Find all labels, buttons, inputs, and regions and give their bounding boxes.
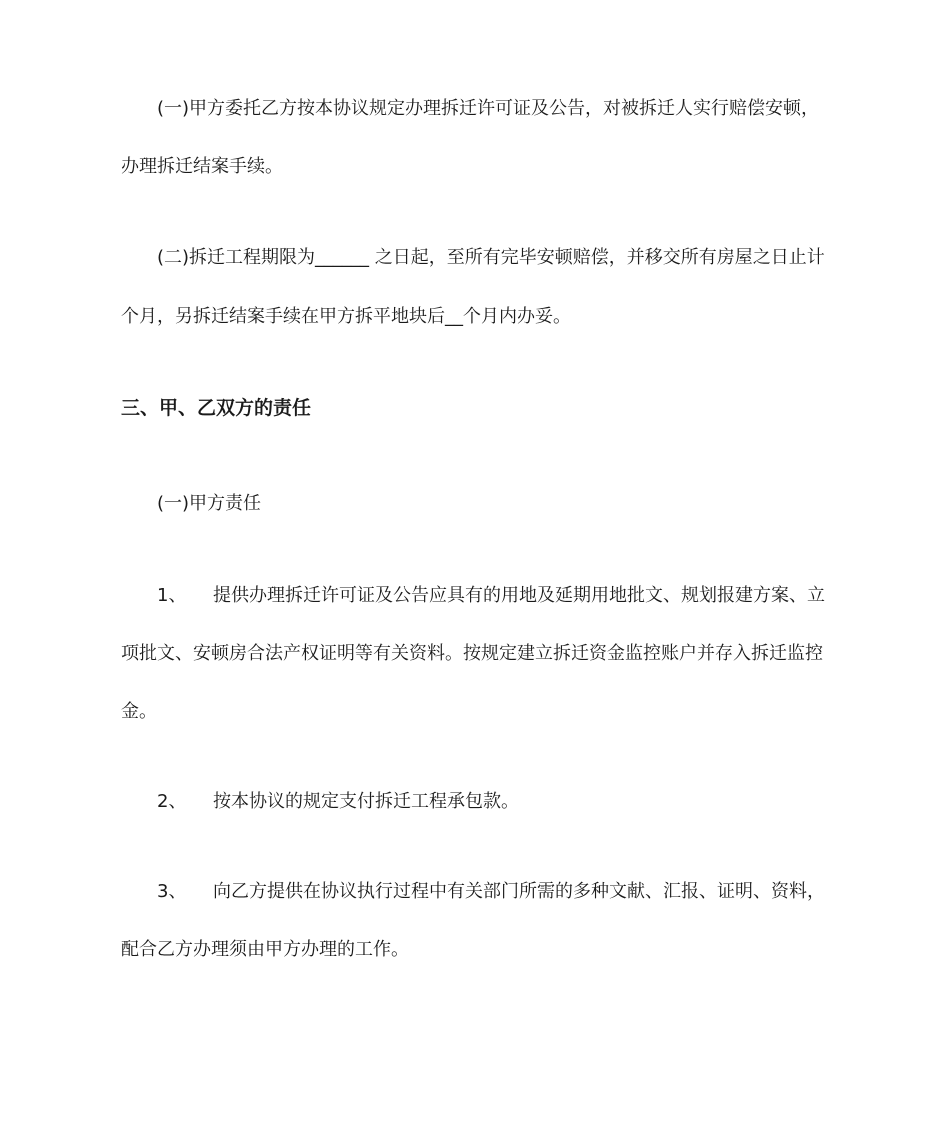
list-item-line: 金。	[121, 701, 157, 722]
paragraph-line: (二)拆迁工程期限为______ 之日起，至所有完毕安顿赔偿，并移交所有房屋之日止计	[157, 247, 825, 268]
paragraph-line: 办理拆迁结案手续。	[121, 156, 283, 177]
list-item-line: 项批文、安顿房合法产权证明等有关资料。按规定建立拆迁资金监控账户并存入拆迁监控	[121, 643, 823, 664]
paragraph-line: (一)甲方委托乙方按本协议规定办理拆迁许可证及公告，对被拆迁人实行赔偿安顿，	[157, 98, 820, 119]
list-item-line	[157, 880, 825, 904]
list-item-text: 提供办理拆迁许可证及公告应具有的用地及延期用地批文、规划报建方案、立	[213, 585, 825, 606]
list-item-number: 1、	[157, 585, 187, 606]
list-item-number: 2、	[157, 791, 187, 812]
list-item-text: 按本协议的规定支付拆迁工程承包款。	[213, 791, 519, 812]
list-item-line: 配合乙方办理须由甲方办理的工作。	[121, 939, 409, 960]
list-item-text: 向乙方提供在协议执行过程中有关部门所需的多种文献、汇报、证明、资料，	[213, 881, 825, 902]
list-item-number: 3、	[157, 881, 187, 902]
paragraph-line: 个月，另拆迁结案手续在甲方拆平地块后__个月内办妥。	[121, 306, 571, 327]
section-heading: 三、甲、乙双方的责任	[121, 397, 312, 419]
subsection-heading: (一)甲方责任	[157, 493, 262, 514]
list-item-line	[157, 790, 519, 814]
list-item-line	[157, 584, 825, 608]
